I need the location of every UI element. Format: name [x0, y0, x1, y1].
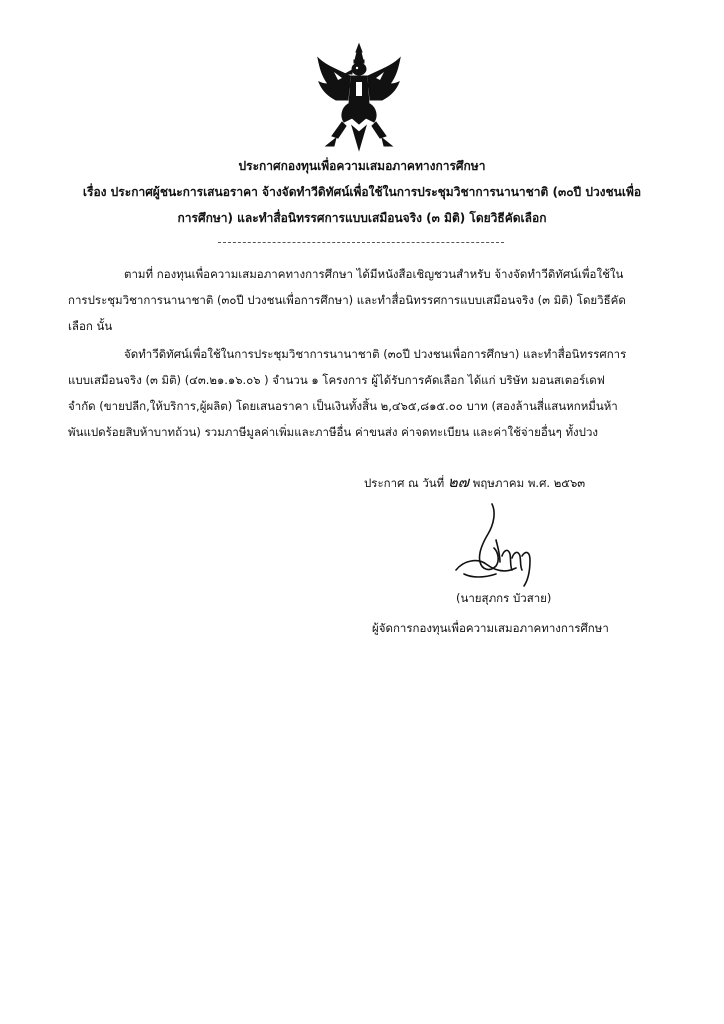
- para1-line3: เลือก นั้น: [68, 319, 113, 333]
- date-month-year: พฤษภาคม พ.ศ. ๒๕๖๓: [472, 476, 586, 490]
- para1-line2: การประชุมวิชาการนานาชาติ (๓๐ปี ปวงชนเพื่อการศึกษา) และทำสื่อนิทรรศการแบบเสมือนจริง (๓ มิติ) โดยวิธีคัด: [68, 293, 626, 307]
- garuda-emblem-icon: [312, 42, 406, 154]
- agency-title: ประกาศกองทุนเพื่อความเสมอภาคทางการศึกษา: [238, 159, 486, 173]
- announcement-date: [364, 474, 585, 491]
- signatory-position: ผู้จัดการกองทุนเพื่อความเสมอภาคทางการศึกษา: [372, 621, 609, 635]
- para2-line2: แบบเสมือนจริง (๓ มิติ) (๔๓.๒๑.๑๖.๐๖ ) จำนวน ๑ โครงการ ผู้ได้รับการคัดเลือก ได้แก่ บริษัท มอนสเตอร์เดฟ: [68, 373, 605, 387]
- para2-line4: พันแปดร้อยสิบห้าบาทถ้วน) รวมภาษีมูลค่าเพิ่มและภาษีอื่น ค่าขนส่ง ค่าจดทะเบียน และค่าใช้จ่ายอื่นๆ ทั้งปวง: [68, 425, 599, 439]
- title-divider: [218, 242, 504, 243]
- date-day: ๒๗: [447, 473, 470, 491]
- para2-line3: จำกัด (ขายปลีก,ให้บริการ,ผู้ผลิต) โดยเสนอราคา เป็นเงินทั้งสิ้น ๒,๔๖๕,๘๑๕.๐๐ บาท (สองล้านสี่แสนหกหมื่นห้า: [68, 399, 618, 413]
- signatory-name: (นายสุภกร บัวสาย): [456, 591, 552, 605]
- signature-image: [444, 500, 554, 588]
- subject-line-1: เรื่อง ประกาศผู้ชนะการเสนอราคา จ้างจัดทำวีดิทัศน์เพื่อใช้ในการประชุมวิชาการนานาชาติ (๓๐ปี ปวงชนเพื่อ: [82, 185, 642, 199]
- date-prefix: ประกาศ ณ วันที่: [364, 476, 445, 490]
- para1-line1: ตามที่ กองทุนเพื่อความเสมอภาคทางการศึกษา ได้มีหนังสือเชิญชวนสำหรับ จ้างจัดทำวีดิทัศน์เพื่อใช้ใน: [124, 267, 624, 281]
- subject-line-2: การศึกษา) และทำสื่อนิทรรศการแบบเสมือนจริง (๓ มิติ) โดยวิธีคัดเลือก: [177, 211, 547, 225]
- para2-line1: จัดทำวีดิทัศน์เพื่อใช้ในการประชุมวิชาการนานาชาติ (๓๐ปี ปวงชนเพื่อการศึกษา) และทำสื่อนิทรรศการ: [124, 347, 627, 361]
